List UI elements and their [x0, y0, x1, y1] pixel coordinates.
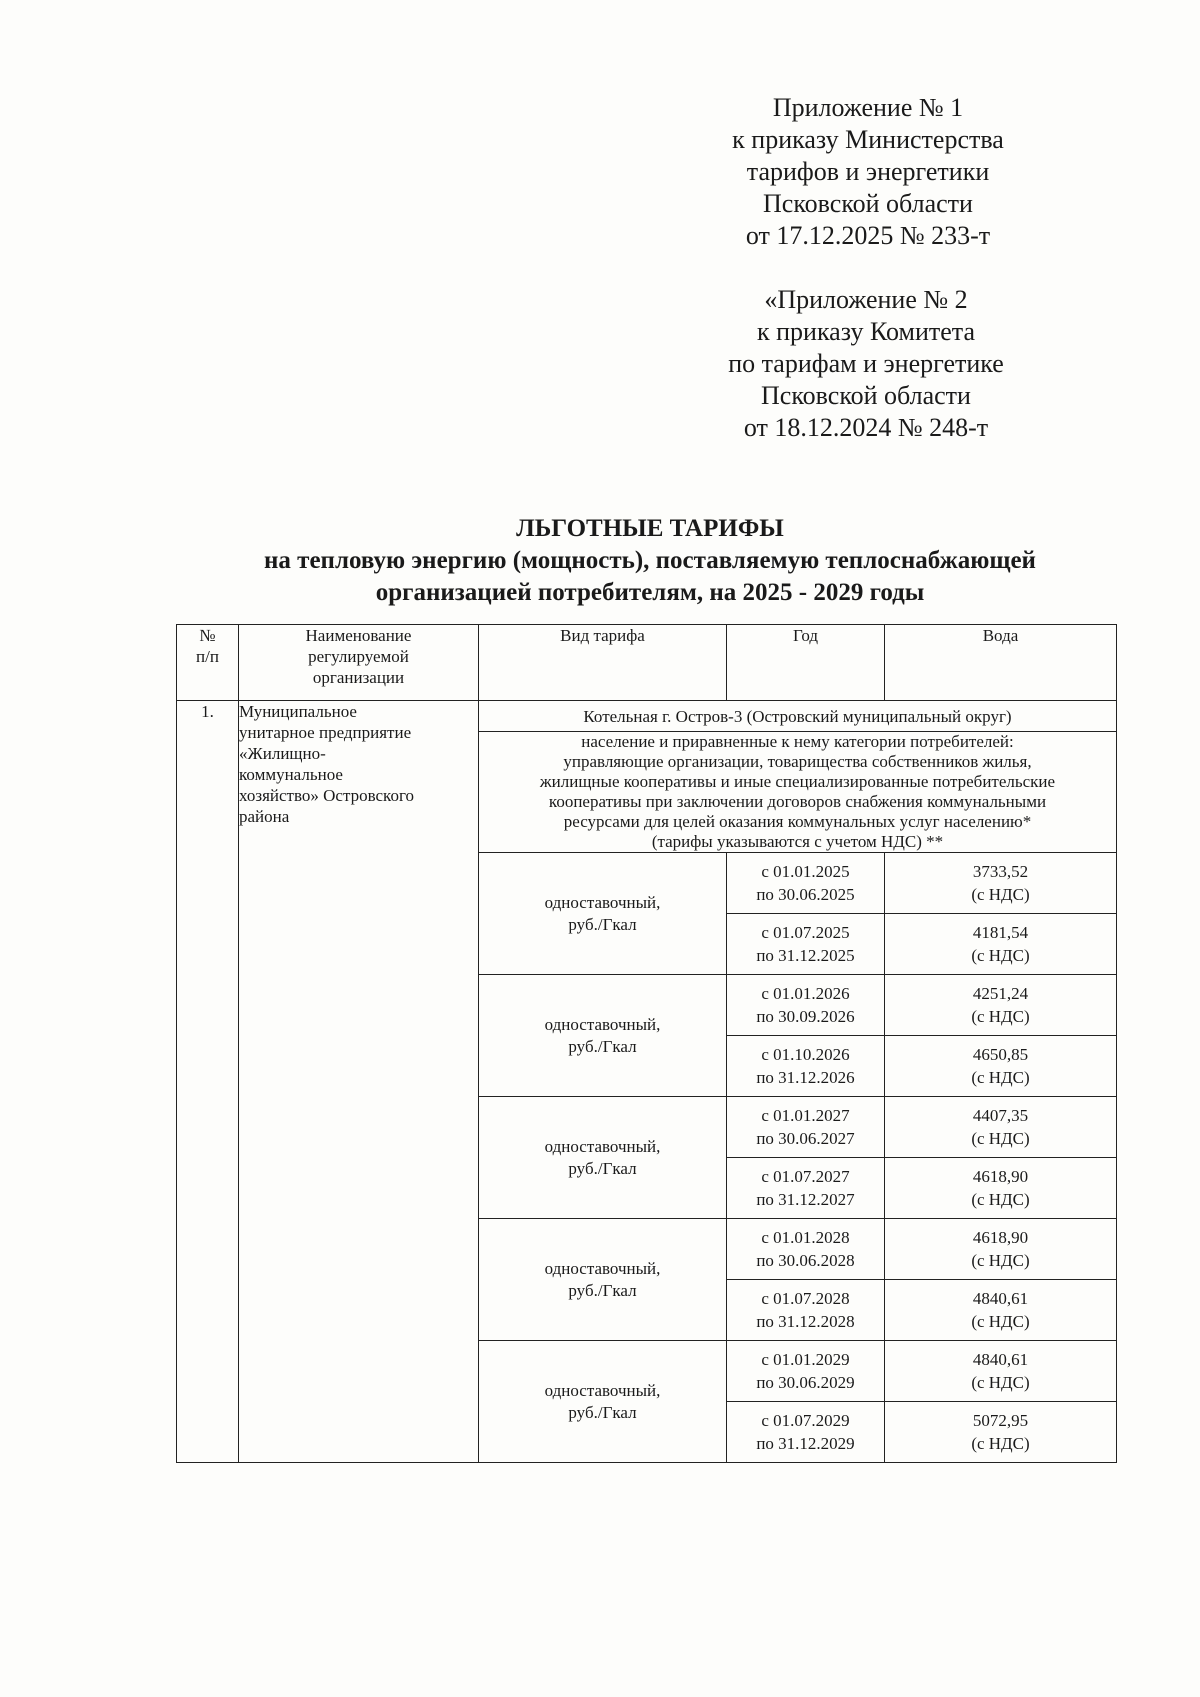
- appendix-1-line: Псковской области: [763, 189, 973, 218]
- price-cell: 4650,85 (с НДС): [885, 1036, 1117, 1097]
- price-cell: 4840,61 (с НДС): [885, 1280, 1117, 1341]
- tariff-type-cell: одноставочный, руб./Гкал: [479, 1219, 727, 1341]
- header-number: № п/п: [177, 625, 239, 701]
- tariff-type-cell: одноставочный, руб./Гкал: [479, 853, 727, 975]
- period-cell: с 01.01.2025 по 30.06.2025: [727, 853, 885, 914]
- title-line: организацией потребителям, на 2025 - 2029 годы: [375, 579, 925, 606]
- period-cell: с 01.01.2029 по 30.06.2029: [727, 1341, 885, 1402]
- appendix-2-line: «Приложение № 2: [764, 285, 968, 314]
- appendix-1-line: к приказу Министерства: [732, 125, 1004, 154]
- row-number: 1.: [177, 701, 239, 1463]
- price-cell: 3733,52 (с НДС): [885, 853, 1117, 914]
- title-line: ЛЬГОТНЫЕ ТАРИФЫ: [516, 515, 784, 542]
- appendix-2-line: Псковской области: [761, 381, 971, 410]
- document-title: [160, 513, 1140, 609]
- table-header-row: [177, 625, 1117, 701]
- header-year: Год: [727, 625, 885, 701]
- appendix-1-line: тарифов и энергетики: [746, 157, 990, 186]
- period-cell: с 01.01.2027 по 30.06.2027: [727, 1097, 885, 1158]
- period-cell: с 01.10.2026 по 31.12.2026: [727, 1036, 885, 1097]
- tariff-type-cell: одноставочный, руб./Гкал: [479, 1097, 727, 1219]
- appendix-2-line: от 18.12.2024 № 248-т: [743, 413, 989, 442]
- appendix-2-line: по тарифам и энергетике: [728, 349, 1004, 378]
- period-cell: с 01.01.2026 по 30.09.2026: [727, 975, 885, 1036]
- organization-name: Муниципальное унитарное предприятие «Жилищно- коммунальное хозяйство» Островского района: [239, 701, 479, 1463]
- header-organization: Наименование регулируемой организации: [239, 625, 479, 701]
- price-cell: 4181,54 (с НДС): [885, 914, 1117, 975]
- appendix-2-header: [706, 284, 1026, 444]
- header-tariff-type: Вид тарифа: [479, 625, 727, 701]
- tariff-type-cell: одноставочный, руб./Гкал: [479, 1341, 727, 1463]
- appendix-1-line: от 17.12.2025 № 233-т: [745, 221, 991, 250]
- header-water: Вода: [885, 625, 1117, 701]
- tariff-type-cell: одноставочный, руб./Гкал: [479, 975, 727, 1097]
- appendix-1-header: [718, 92, 1018, 252]
- appendix-2-line: к приказу Комитета: [756, 317, 975, 346]
- appendix-1-line: Приложение № 1: [772, 93, 964, 122]
- price-cell: 5072,95 (с НДС): [885, 1402, 1117, 1463]
- period-cell: с 01.01.2028 по 30.06.2028: [727, 1219, 885, 1280]
- table-row: [177, 701, 1117, 732]
- title-line: на тепловую энергию (мощность), поставляемую теплоснабжающей: [264, 547, 1036, 574]
- tariff-table: [176, 624, 1117, 1463]
- price-cell: 4251,24 (с НДС): [885, 975, 1117, 1036]
- consumer-category: население и приравненные к нему категории потребителей: управляющие организации, товарищества собственников жилья, жилищные кооперативы и иные специализированные потребительские кооперативы при заключении договоров снабжения коммунальными ресурсами для целей оказания коммунальных услуг населению* (тарифы указываются с учетом НДС) **: [479, 732, 1117, 853]
- period-cell: с 01.07.2025 по 31.12.2025: [727, 914, 885, 975]
- price-cell: 4407,35 (с НДС): [885, 1097, 1117, 1158]
- price-cell: 4618,90 (с НДС): [885, 1219, 1117, 1280]
- period-cell: с 01.07.2027 по 31.12.2027: [727, 1158, 885, 1219]
- period-cell: с 01.07.2028 по 31.12.2028: [727, 1280, 885, 1341]
- period-cell: с 01.07.2029 по 31.12.2029: [727, 1402, 885, 1463]
- boiler-house-name: Котельная г. Остров-3 (Островский муниципальный округ): [479, 701, 1117, 732]
- price-cell: 4840,61 (с НДС): [885, 1341, 1117, 1402]
- price-cell: 4618,90 (с НДС): [885, 1158, 1117, 1219]
